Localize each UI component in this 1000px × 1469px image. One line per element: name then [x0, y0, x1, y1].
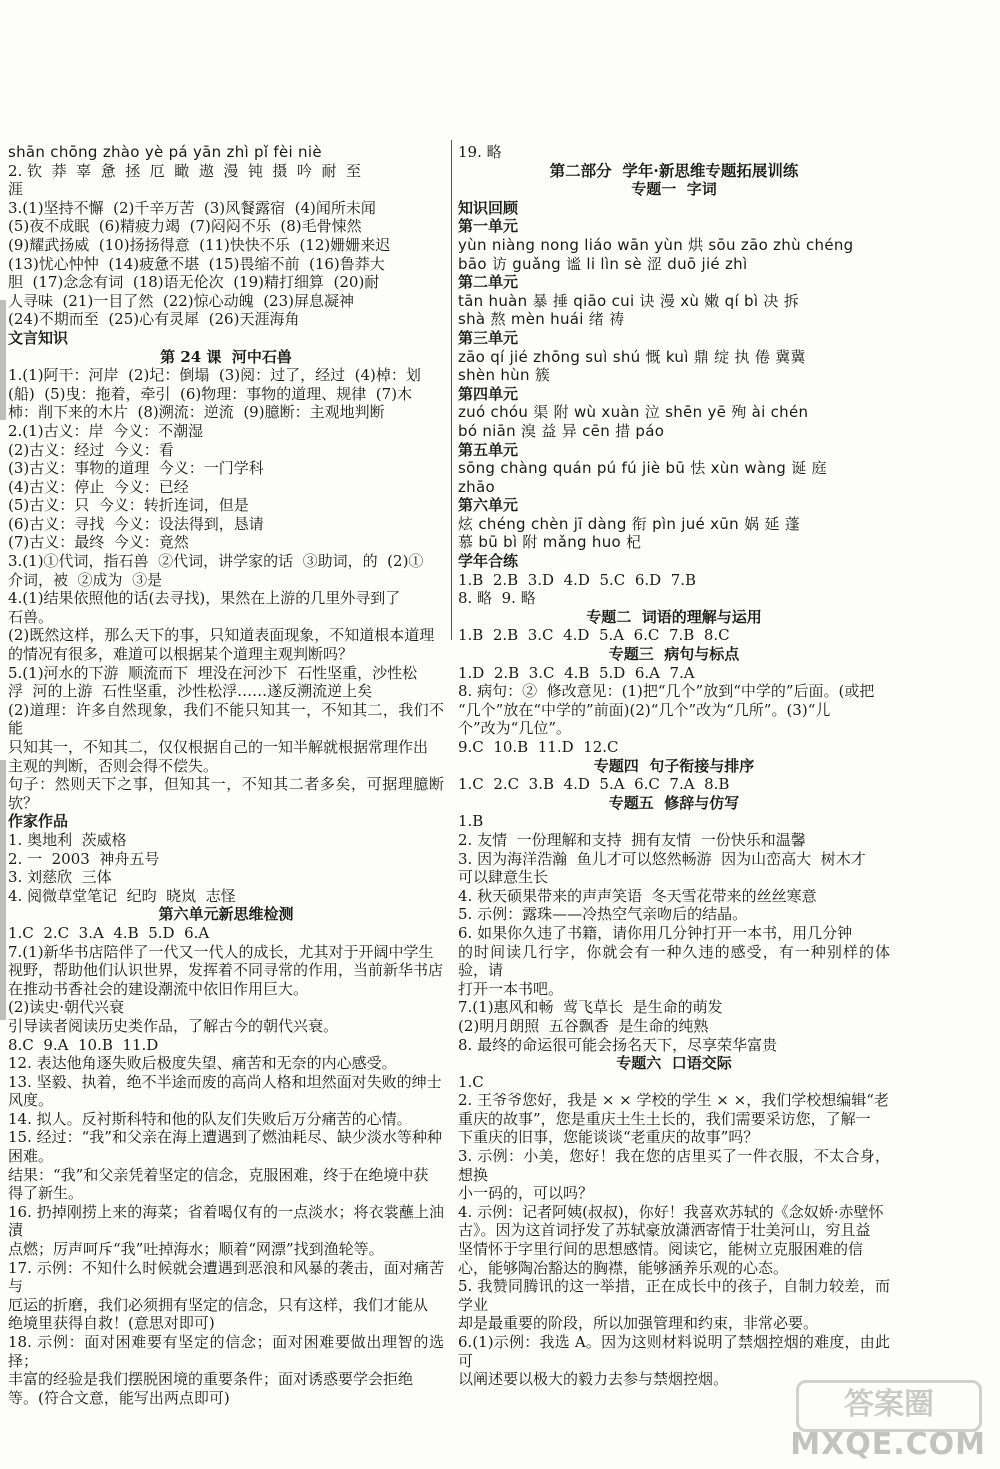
left-line: 第 24 课 河中石兽: [160, 347, 292, 366]
left-line: 点燃；厉声呵斥“我”吐掉海水；顺着“网漂”找到渔轮等。: [8, 1240, 384, 1259]
right-line: 3. 因为海洋浩瀚 鱼儿才可以悠然畅游 因为山峦高大 树木才: [458, 849, 866, 868]
left-line: 3. 刘慈欣 三体: [8, 868, 112, 887]
left-line: 厄运的折磨，我们必须拥有坚定的信念，只有这样，我们才能从: [8, 1295, 429, 1314]
page-edge-mark: [0, 300, 6, 420]
left-line: 16. 扔掉刚捞上来的海菜；省着喝仅有的一点淡水；将衣裳蘸上油漬: [8, 1202, 444, 1240]
left-line: 困难。: [8, 1147, 54, 1166]
right-line: 炫 chéng chèn jī dàng 衔 pìn jué xūn 娲 延 蓬: [458, 514, 801, 533]
left-line: 介词，被 ②成为 ③是: [8, 570, 163, 589]
right-line: “几个”放在“中学的”前面)(2)“几个”改为“几所”。(3)“儿: [458, 700, 831, 719]
left-line: 1.(1)阿干：河岸 (2)圮：倒塌 (3)阅：过了，经过 (4)棹：划: [8, 366, 421, 385]
left-line: (2)既然这样，那么天下的事，只知道表面现象，不知道根本道理: [8, 626, 435, 645]
right-line: 专题五 修辞与仿写: [608, 793, 740, 812]
right-line: zuó chóu 渠 附 wù xuàn 泣 shēn yē 殉 ài chén: [458, 403, 809, 422]
right-line: 6. 如果你久违了书籍，请你用几分钟打开一本书，用几分钟: [458, 923, 853, 942]
left-line: 丰富的经验是我们摆脱困境的重要条件；面对诱惑要学会拒绝: [8, 1370, 414, 1389]
left-line: 2. 钦 莽 辜 惫 拯 厄 瞰 遨 漫 钝 摄 吟 耐 至: [8, 161, 362, 180]
right-line: 2. 王爷爷您好，我是 × × 学校的学生 × ×，我们学校想编辑“老: [458, 1091, 889, 1110]
left-line: (9)耀武扬威 (10)扬扬得意 (11)快快不乐 (12)姗姗来迟: [8, 235, 391, 254]
right-line: 知识回顾: [458, 198, 519, 217]
right-line: 却是最重要的阶段，所以加强管理和约束，非常必要。: [458, 1314, 819, 1333]
right-line: 3. 示例：小美，您好！我在您的店里买了一件衣服，不太合身，想换: [458, 1147, 890, 1184]
right-line: zāo qí jié zhōng suì shú 慨 kuì 鼎 绽 执 倦 冀冀: [458, 347, 806, 366]
right-line: 个”改为“几位”。: [458, 719, 572, 738]
right-line: bāo 访 guǎng 谧 li lìn sè 涩 duō jié zhì: [458, 254, 748, 273]
right-line: 第二单元: [458, 273, 519, 292]
left-line: 12. 表达他角逐失败后极度失望、痛苦和无奈的内心感受。: [8, 1054, 397, 1073]
right-line: 第五单元: [458, 440, 519, 459]
right-line: 2. 友情 一份理解和支持 拥有友情 一份快乐和温馨: [458, 830, 806, 849]
left-line: 在推动书香社会的建设潮流中依旧作用巨大。: [8, 979, 309, 998]
right-line: 坚情怀于字里行间的思想感情。阅读它，能树立克服困难的信: [458, 1240, 864, 1259]
right-line: 专题六 口语交际: [616, 1054, 732, 1073]
left-line: 胆 (17)念念有词 (18)语无伦次 (19)精打细算 (20)耐: [8, 273, 380, 292]
watermark-logo: 答案圈: [796, 1380, 982, 1432]
right-line: 7.(1)惠风和畅 莺飞草长 是生命的萌发: [458, 998, 723, 1017]
left-line: 2. 一 2003 神舟五号: [8, 849, 160, 868]
right-line: 1.C: [458, 1072, 484, 1091]
right-line: zhāo: [458, 477, 495, 496]
left-line: 1.C 2.C 3.A 4.B 5.D 6.A: [8, 923, 210, 942]
right-line: 打开一本书吧。: [458, 979, 564, 998]
left-line: (2)读史·朝代兴衰: [8, 998, 125, 1017]
left-line: 5.(1)河水的下游 顺流而下 埋没在河沙下 石性坚重，沙性松: [8, 663, 418, 682]
left-line: 15. 经过：“我”和父亲在海上遭遇到了燃油耗尽、缺少淡水等种种: [8, 1128, 442, 1147]
left-line: 柿：削下来的木片 (8)溯流：逆流 (9)臆断：主观地判断: [8, 403, 385, 422]
left-column: [8, 143, 444, 1407]
left-line: 主观的判断，否则会得不偿失。: [8, 756, 219, 775]
left-line: 文言知识: [8, 328, 69, 347]
left-line: 作家作品: [8, 812, 69, 831]
left-line: 风度。: [8, 1091, 54, 1110]
right-line: 8. 病句：② 修改意见：(1)把“几个”放到“中学的”后面。(或把: [458, 682, 875, 701]
right-line: 1.B: [458, 812, 484, 831]
right-line: shà 熬 mèn huái 绪 祷: [458, 310, 625, 329]
right-line: sōng chàng quán pú fú jiè bū 怯 xùn wàng 诞 庭: [458, 459, 827, 478]
right-line: 学年合练: [458, 552, 519, 571]
left-line: 视野，帮助他们认识世界，发挥着不同寻常的作用，当前新华书店: [8, 961, 444, 980]
left-line: 4.(1)结果依照他的话(去寻找)，果然在上游的几里外寻到了: [8, 589, 401, 608]
right-line: 1.D 2.B 3.C 4.B 5.D 6.A 7.A: [458, 663, 695, 682]
left-line: 浮 河的上游 石性坚重，沙性松浮……遂反溯流逆上矣: [8, 682, 373, 701]
right-line: 下重庆的旧事，您能谈谈“老重庆的故事”吗？: [458, 1128, 759, 1147]
right-line: 4. 秋天硕果带来的声声笑语 冬天雪花带来的丝丝寒意: [458, 886, 817, 905]
left-line: 4. 阅微草堂笔记 纪昀 晓岚 志怪: [8, 886, 236, 905]
left-line: 7.(1)新华书店陪伴了一代又一代人的成长，尤其对于开阔中学生: [8, 942, 434, 961]
right-line: 的时间读几行字，你就会有一种久违的感受，有一种别样的体验，请: [458, 942, 890, 980]
right-line: 心，能够陶冶豁达的胸襟，能够涵养乐观的心态。: [458, 1258, 789, 1277]
right-column: [458, 143, 890, 1389]
right-line: 古》。因为这首词抒发了苏轼豪放潇洒寄情于壮美河山，穷且益: [458, 1221, 871, 1240]
left-line: (2)道理：许多自然现象，我们不能只知其一，不知其二，我们不能: [8, 700, 444, 738]
left-line: 8.C 9.A 10.B 11.D: [8, 1035, 159, 1054]
right-line: 慕 bū bì 附 mǎng huo 杞: [458, 533, 642, 552]
right-line: 1.B 2.B 3.C 4.D 5.A 6.C 7.B 8.C: [458, 626, 730, 645]
right-line: 5. 我赞同腾讯的这一举措，正在成长中的孩子，自制力较差，而学业: [458, 1277, 890, 1314]
left-line: (2)古义：经过 今义：看: [8, 440, 174, 459]
right-line: yùn niàng nong liáo wān yùn 烘 sōu zāo zhù chéng: [458, 235, 854, 254]
right-line: 第一单元: [458, 217, 519, 236]
left-line: 的情况有很多，难道可以根据某个道理主观判断吗？: [8, 645, 354, 664]
left-line: 石兽。: [8, 607, 54, 626]
right-line: 9.C 10.B 11.D 12.C: [458, 738, 619, 756]
left-line: 3.(1)①代词，指石兽 ②代词，讲学家的话 ③助词，的 (2)①: [8, 552, 424, 571]
left-line: 1. 奥地利 茨威格: [8, 830, 127, 849]
right-line: 6.(1)示例：我选 A。因为这则材料说明了禁烟控烟的难度，由此可: [458, 1333, 890, 1370]
right-line: 8. 略 9. 略: [458, 589, 536, 608]
right-line: 8. 最终的命运很可能会扬名天下，尽享荣华富贵: [458, 1035, 778, 1054]
left-line: shān chōng zhào yè pá yān zhì pǐ fèi niè: [8, 143, 322, 161]
right-line: 专题一 字词: [631, 180, 717, 199]
left-line: 17. 示例：不知什么时候就会遭遇到恶浪和风暴的袭击，面对痛苦与: [8, 1258, 444, 1296]
left-line: 第六单元新思维检测: [158, 905, 294, 924]
right-line: 专题二 词语的理解与运用: [586, 607, 762, 626]
left-line: 绝境里获得自救！(意思对即可): [8, 1314, 215, 1333]
watermark: [790, 1380, 986, 1462]
right-line: 1.B 2.B 3.D 4.D 5.C 6.D 7.B: [458, 570, 697, 589]
right-line: 19. 略: [458, 143, 502, 161]
right-line: 可以肆意生长: [458, 868, 549, 887]
right-line: shèn hùn 簇: [458, 366, 551, 385]
left-line: (5)夜不成眠 (6)精疲力竭 (7)闷闷不乐 (8)毛骨悚然: [8, 217, 362, 236]
left-line: (船) (5)曳：拖着，牵引 (6)物理：事物的道理、规律 (7)木: [8, 384, 413, 403]
right-line: 第四单元: [458, 384, 519, 403]
right-line: 1.C 2.C 3.B 4.D 5.A 6.C 7.A 8.B: [458, 775, 730, 794]
column-divider: [451, 140, 452, 640]
left-line: 引导读者阅读历史类作品，了解古今的朝代兴衰。: [8, 1016, 339, 1035]
right-line: 专题四 句子衔接与排序: [593, 756, 755, 775]
left-line: 涯: [8, 180, 24, 199]
left-line: 14. 拟人。反衬斯科特和他的队友们失败后万分痛苦的心情。: [8, 1109, 412, 1128]
watermark-url: MXQE.COM: [790, 1427, 986, 1462]
left-line: (7)古义：最终 今义：竟然: [8, 533, 189, 552]
left-line: 等。(符合文意，能写出两点即可): [8, 1388, 230, 1407]
left-line: 只知其一，不知其二，仅仅根据自己的一知半解就根据常理作出: [8, 738, 429, 756]
right-line: 以阐述要以极大的毅力去参与禁烟控烟。: [458, 1370, 729, 1389]
right-line: (2)明月朗照 五谷飘香 是生命的纯熟: [458, 1016, 709, 1035]
right-line: 小一码的，可以吗？: [458, 1184, 594, 1203]
right-line: 专题三 病句与标点: [608, 645, 740, 664]
left-line: 句子：然则天下之事，但知其一，不知其二者多矣，可据理臆断欤？: [8, 775, 444, 812]
left-line: (3)古义：事物的道理 今义：一门学科: [8, 459, 264, 478]
right-line: 第六单元: [458, 496, 519, 515]
left-line: (6)古义：寻找 今义：设法得到，恳请: [8, 514, 264, 533]
left-line: (24)不期而至 (25)心有灵犀 (26)天涯海角: [8, 310, 300, 329]
left-line: 13. 坚毅、执着，绝不半途而废的高尚人格和坦然面对失败的绅士: [8, 1072, 442, 1091]
left-line: 18. 示例：面对困难要有坚定的信念；面对困难要做出理智的选择；: [8, 1333, 444, 1370]
left-line: 结果：“我”和父亲凭着坚定的信念，克服困难，终于在绝境中获: [8, 1165, 429, 1184]
left-line: (13)忧心忡忡 (14)疲惫不堪 (15)畏缩不前 (16)鲁莽大: [8, 254, 385, 273]
right-line: 第二部分 学年·新思维专题拓展训练: [549, 160, 799, 180]
left-line: 2.(1)古义：岸 今义：不潮湿: [8, 421, 204, 440]
right-line: 5. 示例：露珠——冷热空气亲吻后的结晶。: [458, 905, 748, 924]
left-line: 人寻味 (21)一目了然 (22)惊心动魄 (23)屏息凝神: [8, 291, 354, 310]
right-line: 第三单元: [458, 328, 519, 347]
right-line: tān huàn 暴 捶 qiāo cui 诀 漫 xù 嫩 qí bì 决 拆: [458, 291, 800, 310]
right-line: bó niān 溴 益 异 cēn 措 páo: [458, 421, 665, 440]
left-line: (5)古义：只 今义：转折连词，但是: [8, 496, 249, 515]
right-line: 重庆的故事”，您是重庆土生土长的，我们需要采访您，了解一: [458, 1109, 871, 1128]
left-line: 3.(1)坚持不懈 (2)千辛万苦 (3)风餐露宿 (4)闻所未闻: [8, 198, 376, 217]
left-line: 得了新生。: [8, 1184, 84, 1203]
page-edge-mark: [0, 760, 6, 1020]
right-line: 4. 示例：记者阿姨(叔叔)，你好！我喜欢苏轼的《念奴娇·赤壁怀: [458, 1202, 884, 1221]
left-line: (4)古义：停止 今义：已经: [8, 477, 189, 496]
